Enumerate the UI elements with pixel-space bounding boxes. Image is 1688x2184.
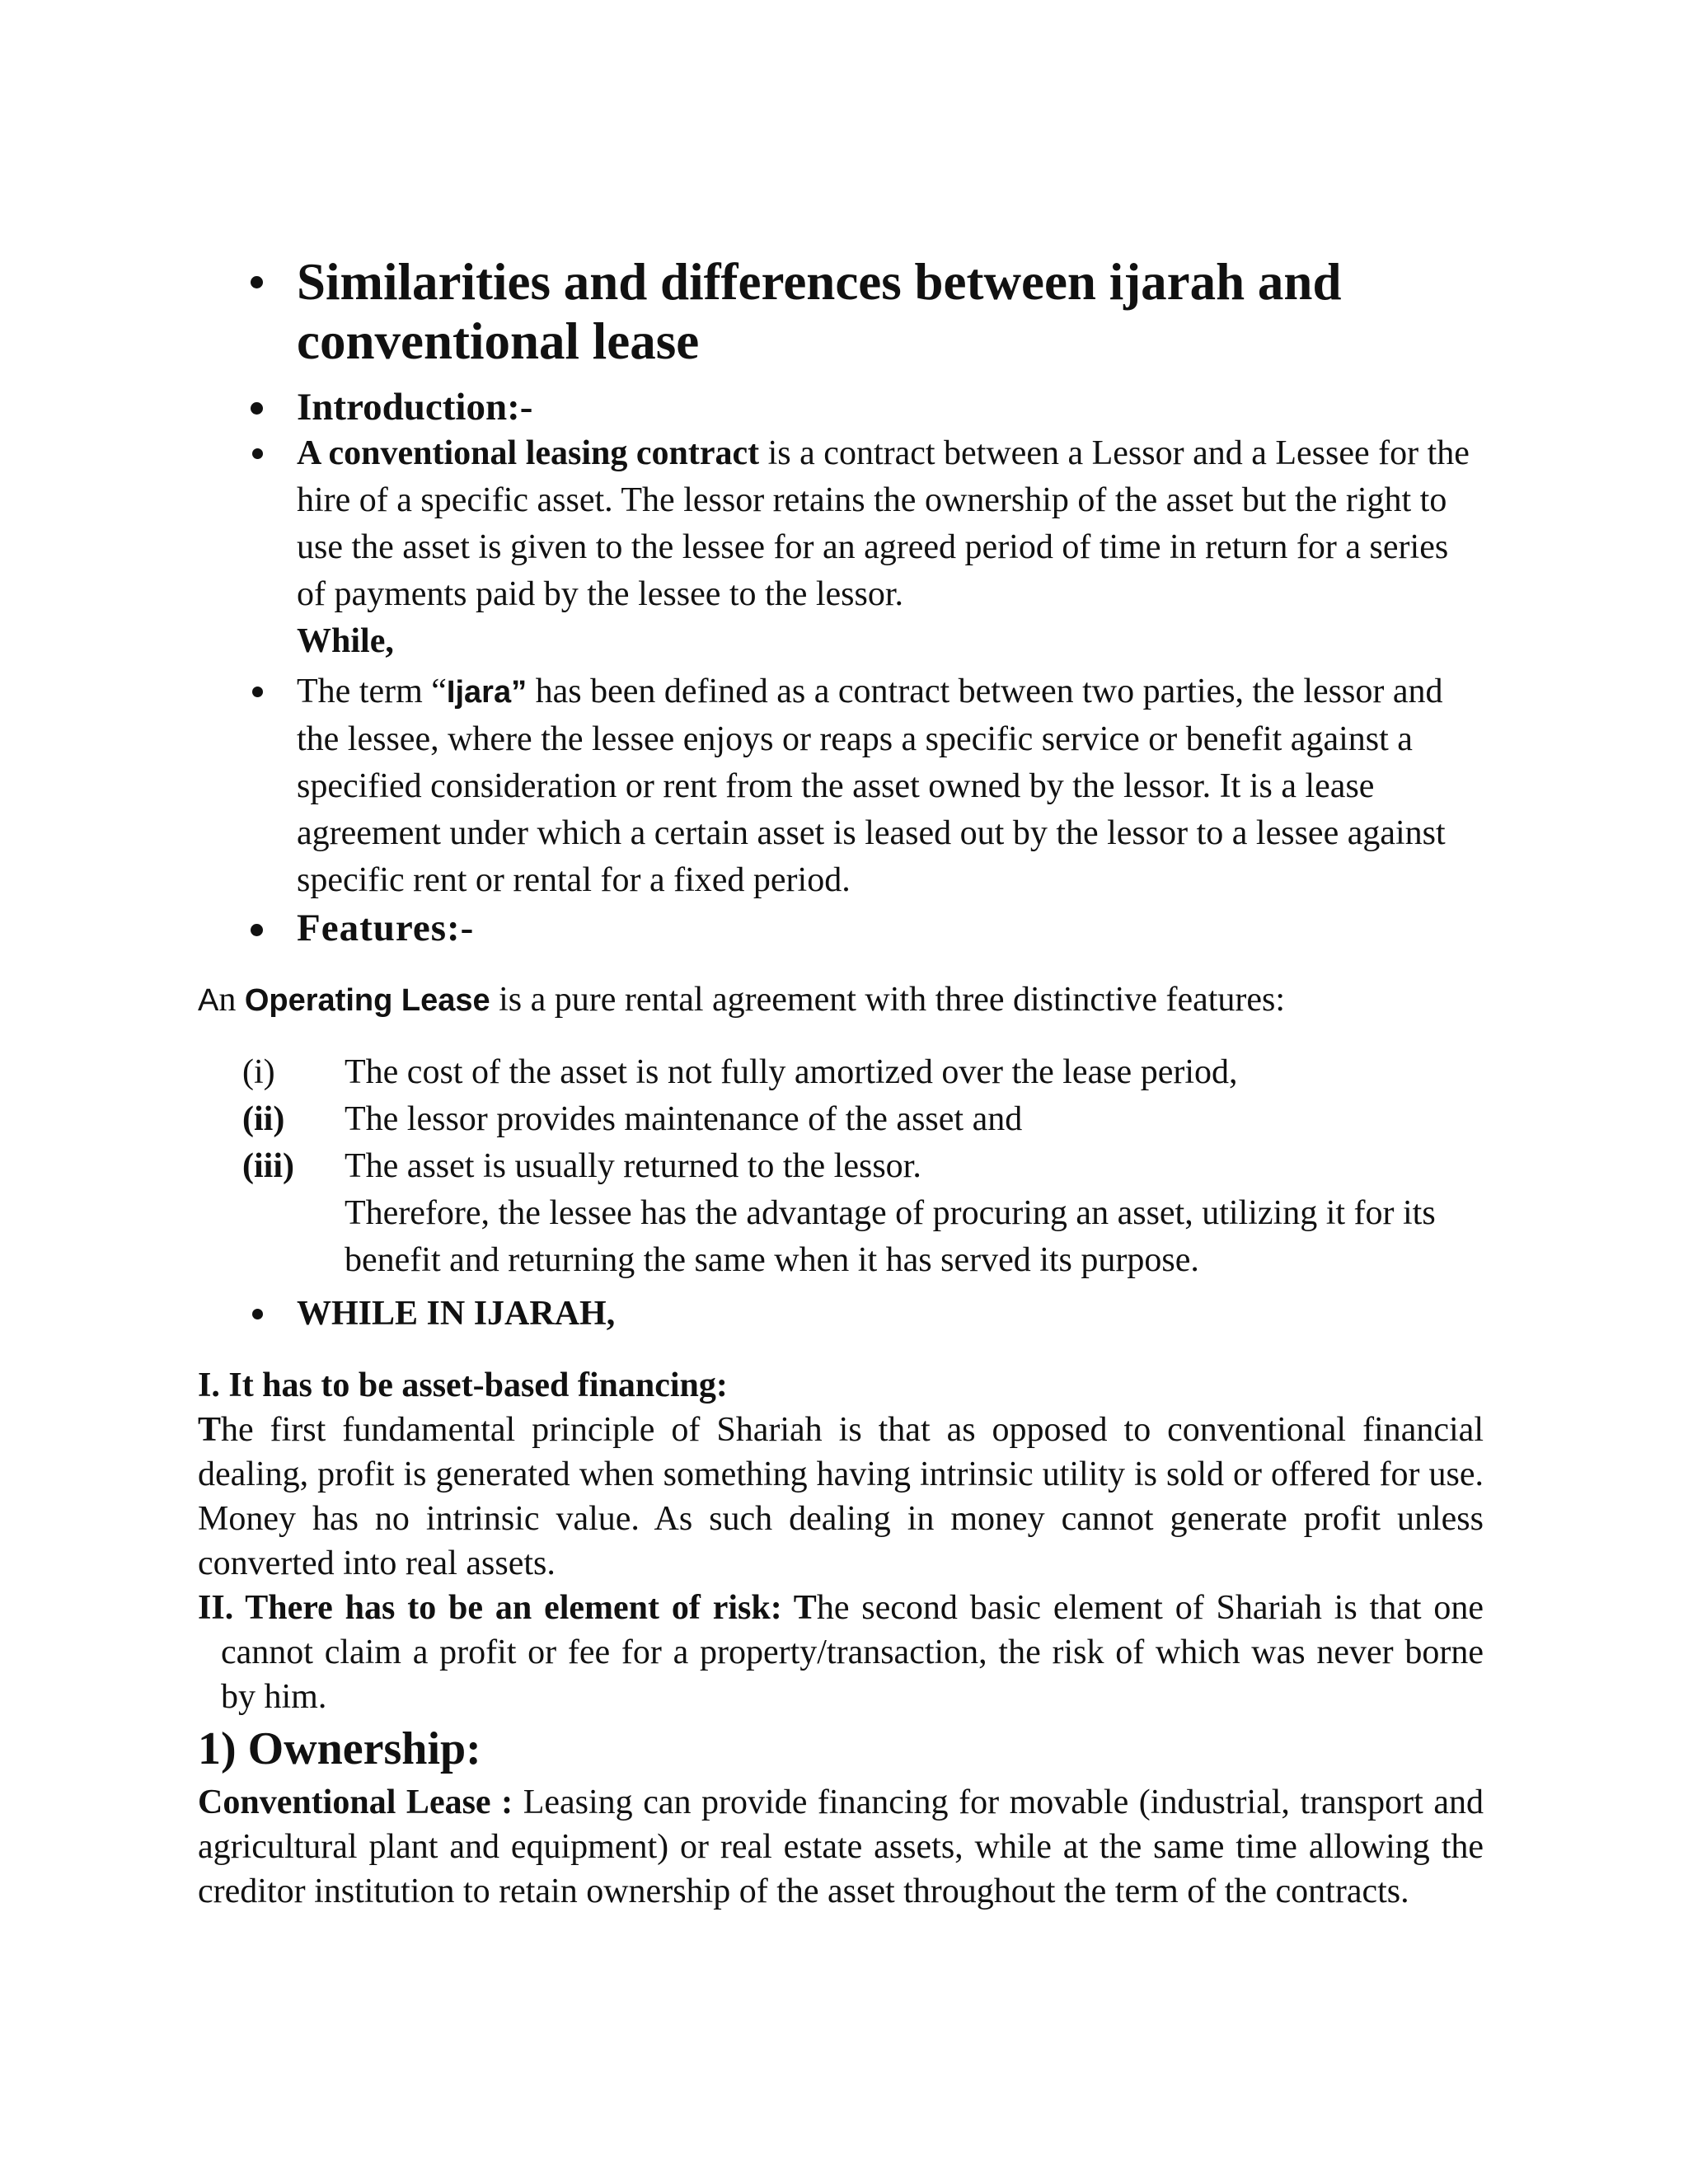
while-label: While, <box>297 622 394 660</box>
document-title-line2: conventional lease <box>297 312 700 370</box>
ijarah-heading: WHILE IN IJARAH, <box>297 1295 616 1333</box>
ownership-heading: 1) Ownership: <box>198 1723 481 1774</box>
point-one-paragraph <box>198 1408 1484 1586</box>
intro-heading: Introduction:- <box>297 386 533 429</box>
document-title-line1: Similarities and differences between ijarah and <box>297 253 1342 311</box>
point-two-title: II. There has to be an element of risk: T <box>198 1589 817 1627</box>
bullet-icon <box>252 1309 263 1319</box>
ownership-paragraph <box>198 1780 1484 1914</box>
ijarah-heading-list <box>198 1291 1484 1338</box>
operating-lease-term: Operating Lease <box>244 983 490 1018</box>
operating-lease-paragraph <box>198 977 1484 1023</box>
point-two-text: he second basic element of Shariah is that one cannot claim a profit or fee for a property/transaction, the risk of which was never borne by him. <box>221 1589 1484 1716</box>
point-two-paragraph <box>198 1586 1484 1719</box>
point-one-text: he first fundamental principle of Shariah is that as opposed to conventional financial dealing, profit is generated when something having intrinsic utility is sold or offered for use. Money has no intrinsic value. As such dealing in money cannot generate profit unless converted into real assets. <box>198 1411 1484 1582</box>
feature-number: (ii) <box>242 1100 285 1138</box>
point-one-title: I. It has to be asset-based financing: <box>198 1366 728 1404</box>
title-list <box>198 252 1484 371</box>
bullet-icon <box>252 687 263 697</box>
conventional-lease-definition <box>198 430 1484 665</box>
bullet-icon <box>251 276 263 288</box>
ownership-text: Leasing can provide financing for movable (industrial, transport and agricultural plant and equipment) or real estate assets, while at the same time allowing the creditor institution to retain ownership of the asset throughout the term of the contracts. <box>198 1783 1484 1910</box>
ijarah-heading-item <box>198 1291 1484 1338</box>
conventional-lease-term: A conventional leasing contract <box>297 434 760 472</box>
feature-item <box>242 1049 1479 1096</box>
feature-item <box>242 1096 1479 1143</box>
operating-lease-initial: A <box>198 983 219 1018</box>
features-heading-item <box>198 903 1484 953</box>
conventional-lease-label: Conventional Lease : <box>198 1783 513 1821</box>
feature-text: The lessor provides maintenance of the asset and <box>345 1100 1023 1138</box>
point-one-initial: T <box>198 1411 222 1449</box>
bullet-icon <box>252 448 263 459</box>
feature-text: The asset is usually returned to the lessor. <box>345 1147 921 1185</box>
ijara-term: Ijara” <box>446 675 528 710</box>
intro-body-list <box>198 430 1484 904</box>
conventional-lease-text: is a contract between a Lessor and a Lessee for the hire of a specific asset. The lessor retains the ownership of the asset but the right to use the asset is given to the lessee for an agreed period of time in return for a series of payments paid by the lessee to the lessor. <box>297 434 1470 613</box>
features-list <box>242 1049 1479 1284</box>
therefore-text: Therefore, the lessee has the advantage of procuring an asset, utilizing it for its benefit and returning the same when it has served its purpose. <box>345 1194 1436 1279</box>
features-heading: Features:- <box>297 907 475 949</box>
features-heading-list <box>198 903 1484 953</box>
bullet-icon <box>251 924 263 936</box>
feature-text: The cost of the asset is not fully amortized over the lease period, <box>345 1053 1238 1091</box>
intro-heading-list <box>198 384 1484 430</box>
title-item <box>198 252 1484 371</box>
intro-heading-item <box>198 384 1484 430</box>
operating-lease-text: is a pure rental agreement with three distinctive features: <box>490 981 1286 1019</box>
feature-item <box>242 1143 1479 1284</box>
ijara-definition <box>198 668 1484 904</box>
feature-number: (i) <box>242 1053 275 1091</box>
operating-lease-n: n <box>218 981 245 1019</box>
bullet-icon <box>251 402 263 415</box>
point-one-heading <box>198 1363 1484 1408</box>
ijara-prefix: The term “ <box>297 673 447 710</box>
feature-number: (iii) <box>242 1147 294 1185</box>
ijara-text: has been defined as a contract between two parties, the lessor and the lessee, where the lessee enjoys or reaps a specific service or benefit against a specified consideration or rent from the asset owned by the lessor. It is a lease agreement under which a certain asset is leased out by the lessor to a lessee against specific rent or rental for a fixed period. <box>297 673 1446 899</box>
